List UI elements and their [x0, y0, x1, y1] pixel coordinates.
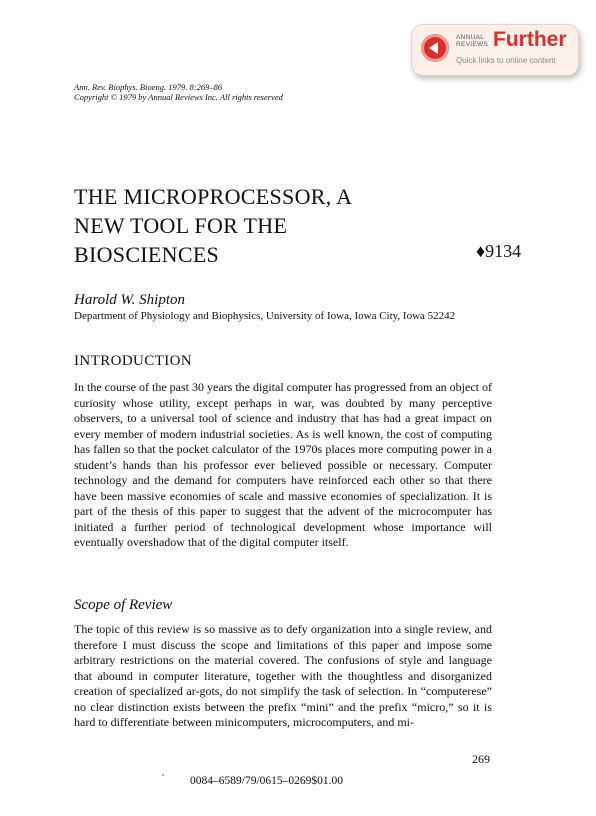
citation: Ann. Rev. Biophys. Bioeng. 1979. 8:269–86 [74, 82, 223, 92]
brand-tagline: Quick links to online content [456, 56, 556, 65]
section-heading-introduction: INTRODUCTION [74, 353, 193, 369]
author-name: Harold W. Shipton [74, 292, 185, 308]
scope-paragraph: The topic of this review is so massive as to defy organization into a single review, and therefore I must discuss the scope and limitations of this paper and impose some arbitrary restrictions on the material covered. The confusions of style and language that abound in computer literature, together with the thoughtless and disorganized creation of specialized ar-gots, do not simplify the task of selection. In “computerese” no clear distinction exists between the prefix “mini” and the prefix “micro,” so it is hard to differentiate between minicomputers, microcomputers, and mi- [74, 622, 492, 729]
title-line-1: THE MICROPROCESSOR, A [74, 184, 353, 209]
stray-mark [162, 774, 164, 776]
brand-bottom: REVIEWS [456, 41, 489, 48]
annual-reviews-further-banner[interactable] [411, 24, 579, 76]
introduction-paragraph: In the course of the past 30 years the digital computer has progressed from an object of curiosity whose utility, except perhaps in war, was doubted by many perceptive observers, to a universal tool of science and industry that has had a great impact on every member of modern industrial societies. As is well known, the cost of computing has fallen so that the pocket calculator of the 1970s places more computing power in a student’s hands than his professor ever believed possible or necessary. Computer technology and the demand for computers have reinforced each other so that there have been massive economies of scale and massive economies of specialization. It is part of the thesis of this paper to suggest that the advent of the microcomputer has initiated a further period of technological development whose importance will eventually overshadow that of the digital computer itself. [74, 380, 492, 549]
article-identifier: 0084–6589/79/0615–0269$01.00 [190, 775, 344, 787]
author-affiliation: Department of Physiology and Biophysics, University of Iowa, Iowa City, Iowa 52242 [74, 310, 456, 322]
title-line-2: NEW TOOL FOR THE [74, 213, 288, 238]
brand-top: ANNUAL [456, 34, 485, 41]
title-line-3: BIOSCIENCES [74, 242, 220, 267]
brand-wordmark [456, 34, 488, 48]
section-heading-scope: Scope of Review [74, 597, 173, 613]
brand-name: Further [493, 28, 567, 51]
arrow-left-icon [421, 34, 449, 62]
page-number: 269 [472, 752, 490, 766]
copyright: Copyright © 1979 by Annual Reviews Inc. All rights reserved [74, 92, 283, 102]
article-title [74, 182, 352, 269]
journal-header [74, 82, 283, 102]
article-code: ♦9134 [476, 241, 522, 261]
